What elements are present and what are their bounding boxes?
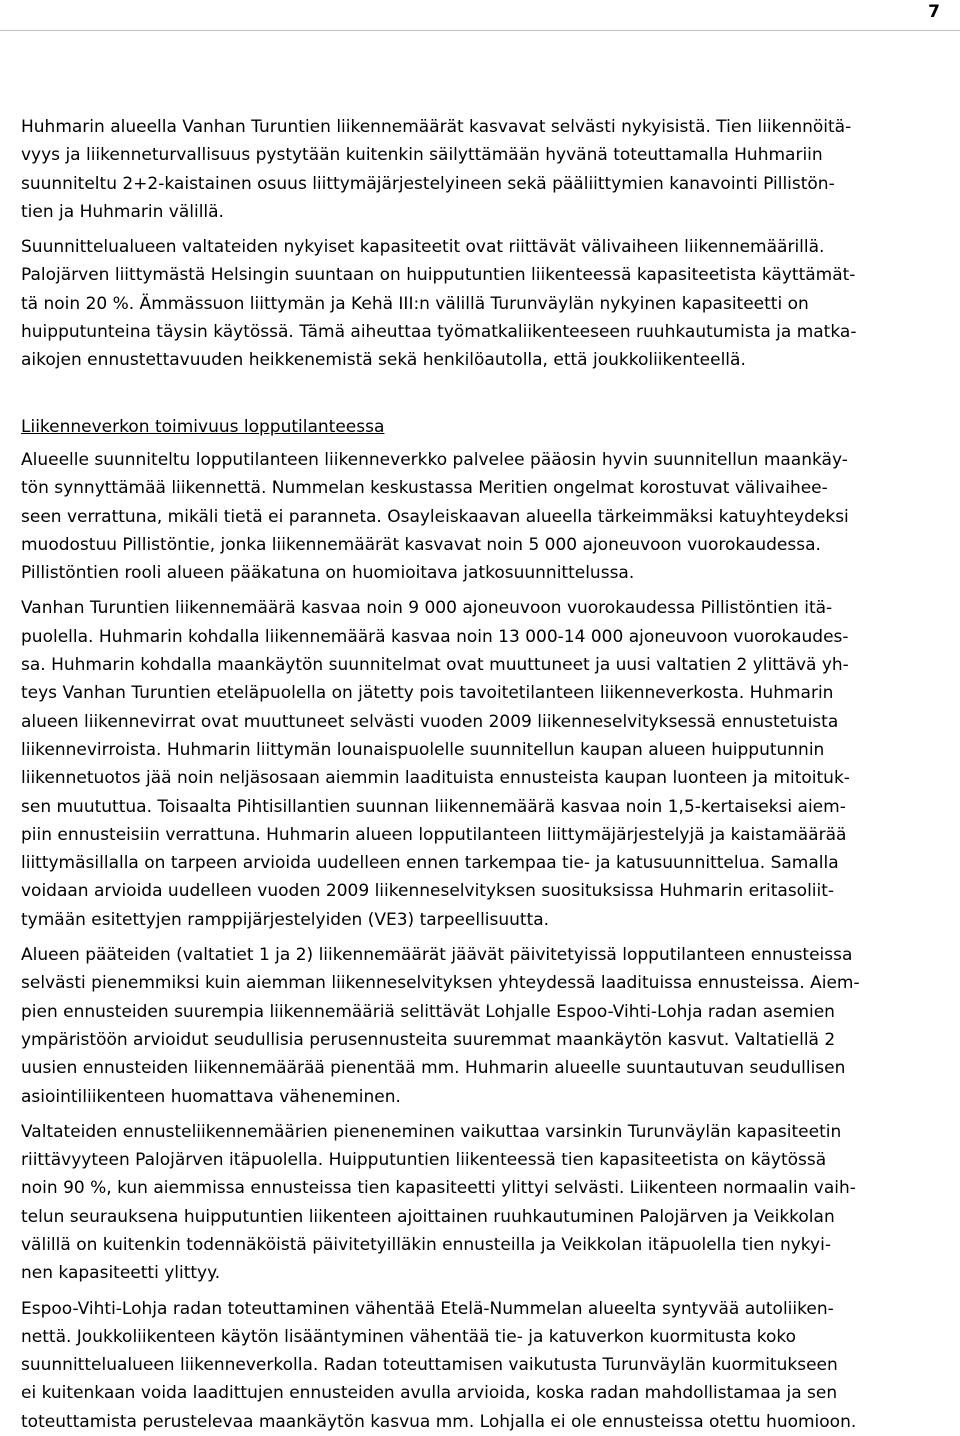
text-line: liittymäsillalla on tarpeen arvioida uudelleen ennen tarkempaa tie- ja katusuunnittelua. Samalla <box>21 853 839 874</box>
text-line: nen kapasiteetti ylittyy. <box>21 1263 221 1284</box>
paragraph <box>21 1118 941 1288</box>
text-line: voidaan arvioida uudelleen vuoden 2009 liikenneselvityksen suosituksissa Huhmarin eritasoliit- <box>21 881 835 902</box>
text-line: välillä on kuitenkin todennäköistä päivitetyilläkin ennusteilla ja Veikkolan itäpuolella tien nykyi- <box>21 1234 831 1255</box>
text-line: Valtateiden ennusteliikennemäärien pieneneminen vaikuttaa varsinkin Turunväylän kapasiteetin <box>21 1121 842 1142</box>
text-line: liikennevirroista. Huhmarin liittymän lounaispuolelle suunnitellun kaupan alueen huipputunnin <box>21 739 825 760</box>
text-line: Alueen pääteiden (valtatiet 1 ja 2) liikennemäärät jäävät päivitetyissä lopputilanteen ennusteissa <box>21 945 853 966</box>
text-line: ei kuitenkaan voida laadittujen ennusteiden avulla arvioida, koska radan mahdollistamaa ja sen <box>21 1383 838 1404</box>
text-line: aikojen ennustettavuuden heikkenemistä sekä henkilöautolla, että joukkoliikenteellä. <box>21 350 746 371</box>
text-line: Huhmarin alueella Vanhan Turuntien liikennemäärät kasvavat selvästi nykyisistä. Tien liikennöitä- <box>21 117 852 137</box>
text-line: muodostuu Pillistöntie, jonka liikennemäärät kasvavat noin 5 000 ajoneuvoon vuorokaudessa. <box>21 534 821 555</box>
text-line: tön synnyttämää liikennettä. Nummelan keskustassa Meritien ongelmat korostuvat välivaihee- <box>21 478 828 499</box>
text-line: toteuttamista perustelevaa maankäytön kasvua mm. Lohjalla ei ole ennusteissa otettu huomioon. <box>21 1411 857 1432</box>
text-line: riittävyyteen Palojärven itäpuolella. Huipputuntien liikenteessä tien kapasiteetista on käytössä <box>21 1150 827 1171</box>
paragraph <box>21 594 941 934</box>
text-line: vyys ja liikenneturvallisuus pystytään kuitenkin säilyttämään hyvänä toteuttamalla Huhmariin <box>21 145 823 166</box>
text-line: tä noin 20 %. Ämmässuon liittymän ja Kehä III:n välillä Turunväylän nykyinen kapasiteetti on <box>21 293 809 314</box>
document-body <box>21 113 941 1436</box>
text-line: Suunnittelualueen valtateiden nykyiset kapasiteetit ovat riittävät välivaiheen liikennemäärillä. <box>21 237 825 258</box>
text-line: puolella. Huhmarin kohdalla liikennemäärä kasvaa noin 13 000-14 000 ajoneuvoon vuorokaudes- <box>21 626 849 647</box>
section-heading-text: Liikenneverkon toimivuus lopputilanteessa <box>21 416 385 437</box>
text-line: Alueelle suunniteltu lopputilanteen liikenneverkko palvelee pääosin hyvin suunnitellun maankäy- <box>21 449 848 470</box>
section-heading <box>21 413 941 441</box>
text-line: asiointiliikenteen huomattava väheneminen. <box>21 1086 401 1107</box>
page-number: 7 <box>928 2 940 22</box>
text-line: alueen liikennevirrat ovat muuttuneet selvästi vuoden 2009 liikenneselvityksessä ennustetuista <box>21 711 839 732</box>
paragraph <box>21 233 941 374</box>
text-line: tymään esitettyjen ramppijärjestelyiden (VE3) tarpeellisuutta. <box>21 909 550 930</box>
text-line: seen verrattuna, mikäli tietä ei paranneta. Osayleiskaavan alueella tärkeimmäksi katuyhteydeksi <box>21 506 849 527</box>
paragraph <box>21 446 941 587</box>
text-line: suunniteltu 2+2-kaistainen osuus liittymäjärjestelyineen sekä pääliittymien kanavointi Pillistön- <box>21 173 835 194</box>
text-line: Vanhan Turuntien liikennemäärä kasvaa noin 9 000 ajoneuvoon vuorokaudessa Pillistöntien itä- <box>21 598 833 619</box>
text-line: huipputunteina täysin käytössä. Tämä aiheuttaa työmatkaliikenteeseen ruuhkautumista ja matka- <box>21 322 857 343</box>
text-line: suunnittelualueen liikenneverkolla. Radan toteuttamisen vaikutusta Turunväylän kuormitukseen <box>21 1355 838 1376</box>
text-line: uusien ennusteiden liikennemäärää pienentää mm. Huhmarin alueelle suuntautuvan seudullisen <box>21 1058 846 1079</box>
text-line: pien ennusteiden suurempia liikennemääriä selittävät Lohjalle Espoo-Vihti-Lohja radan asemien <box>21 1001 835 1022</box>
text-line: tien ja Huhmarin välillä. <box>21 201 224 222</box>
text-line: sen muututtua. Toisaalta Pihtisillantien suunnan liikennemäärä kasvaa noin 1,5-kertaiseksi aiem- <box>21 796 846 817</box>
text-line: Pillistöntien rooli alueen pääkatuna on huomioitava jatkosuunnittelussa. <box>21 563 635 584</box>
paragraph <box>21 1295 941 1436</box>
text-line: ympäristöön arvioidut seudullisia perusennusteita suuremmat maankäytön kasvut. Valtatiellä 2 <box>21 1029 836 1050</box>
text-line: liikennetuotos jää noin neljäsosaan aiemmin laadituista ennusteista kaupan luonteen ja mitoituk- <box>21 768 850 789</box>
text-line: piin ennusteisiin verrattuna. Huhmarin alueen lopputilanteen liittymäjärjestelyjä ja kaistamäärää <box>21 824 847 845</box>
text-line: selvästi pienemmiksi kuin aiemman liikenneselvityksen yhteydessä laadituissa ennusteissa. Aiem- <box>21 973 860 994</box>
text-line: noin 90 %, kun aiemmissa ennusteissa tien kapasiteetti ylittyi selvästi. Liikenteen normaalin vaih- <box>21 1178 856 1199</box>
text-line: sa. Huhmarin kohdalla maankäytön suunnitelmat ovat muuttuneet ja uusi valtatien 2 ylittävä yh- <box>21 655 849 676</box>
text-line: telun seurauksena huipputuntien liikenteen ajoittainen ruuhkautuminen Palojärven ja Veikkolan <box>21 1206 835 1227</box>
header-rule <box>0 30 960 31</box>
text-line: nettä. Joukkoliikenteen käytön lisääntyminen vähentää tie- ja katuverkon kuormitusta koko <box>21 1326 797 1347</box>
text-line: teys Vanhan Turuntien eteläpuolella on jätetty pois tavoitetilanteen liikenneverkosta. Huhmarin <box>21 683 834 704</box>
paragraph <box>21 941 941 1111</box>
text-line: Espoo-Vihti-Lohja radan toteuttaminen vähentää Etelä-Nummelan alueelta syntyvää autoliiken- <box>21 1298 834 1319</box>
paragraph <box>21 113 941 226</box>
text-line: Palojärven liittymästä Helsingin suuntaan on huipputuntien liikenteessä kapasiteetista käyttämät- <box>21 265 856 286</box>
